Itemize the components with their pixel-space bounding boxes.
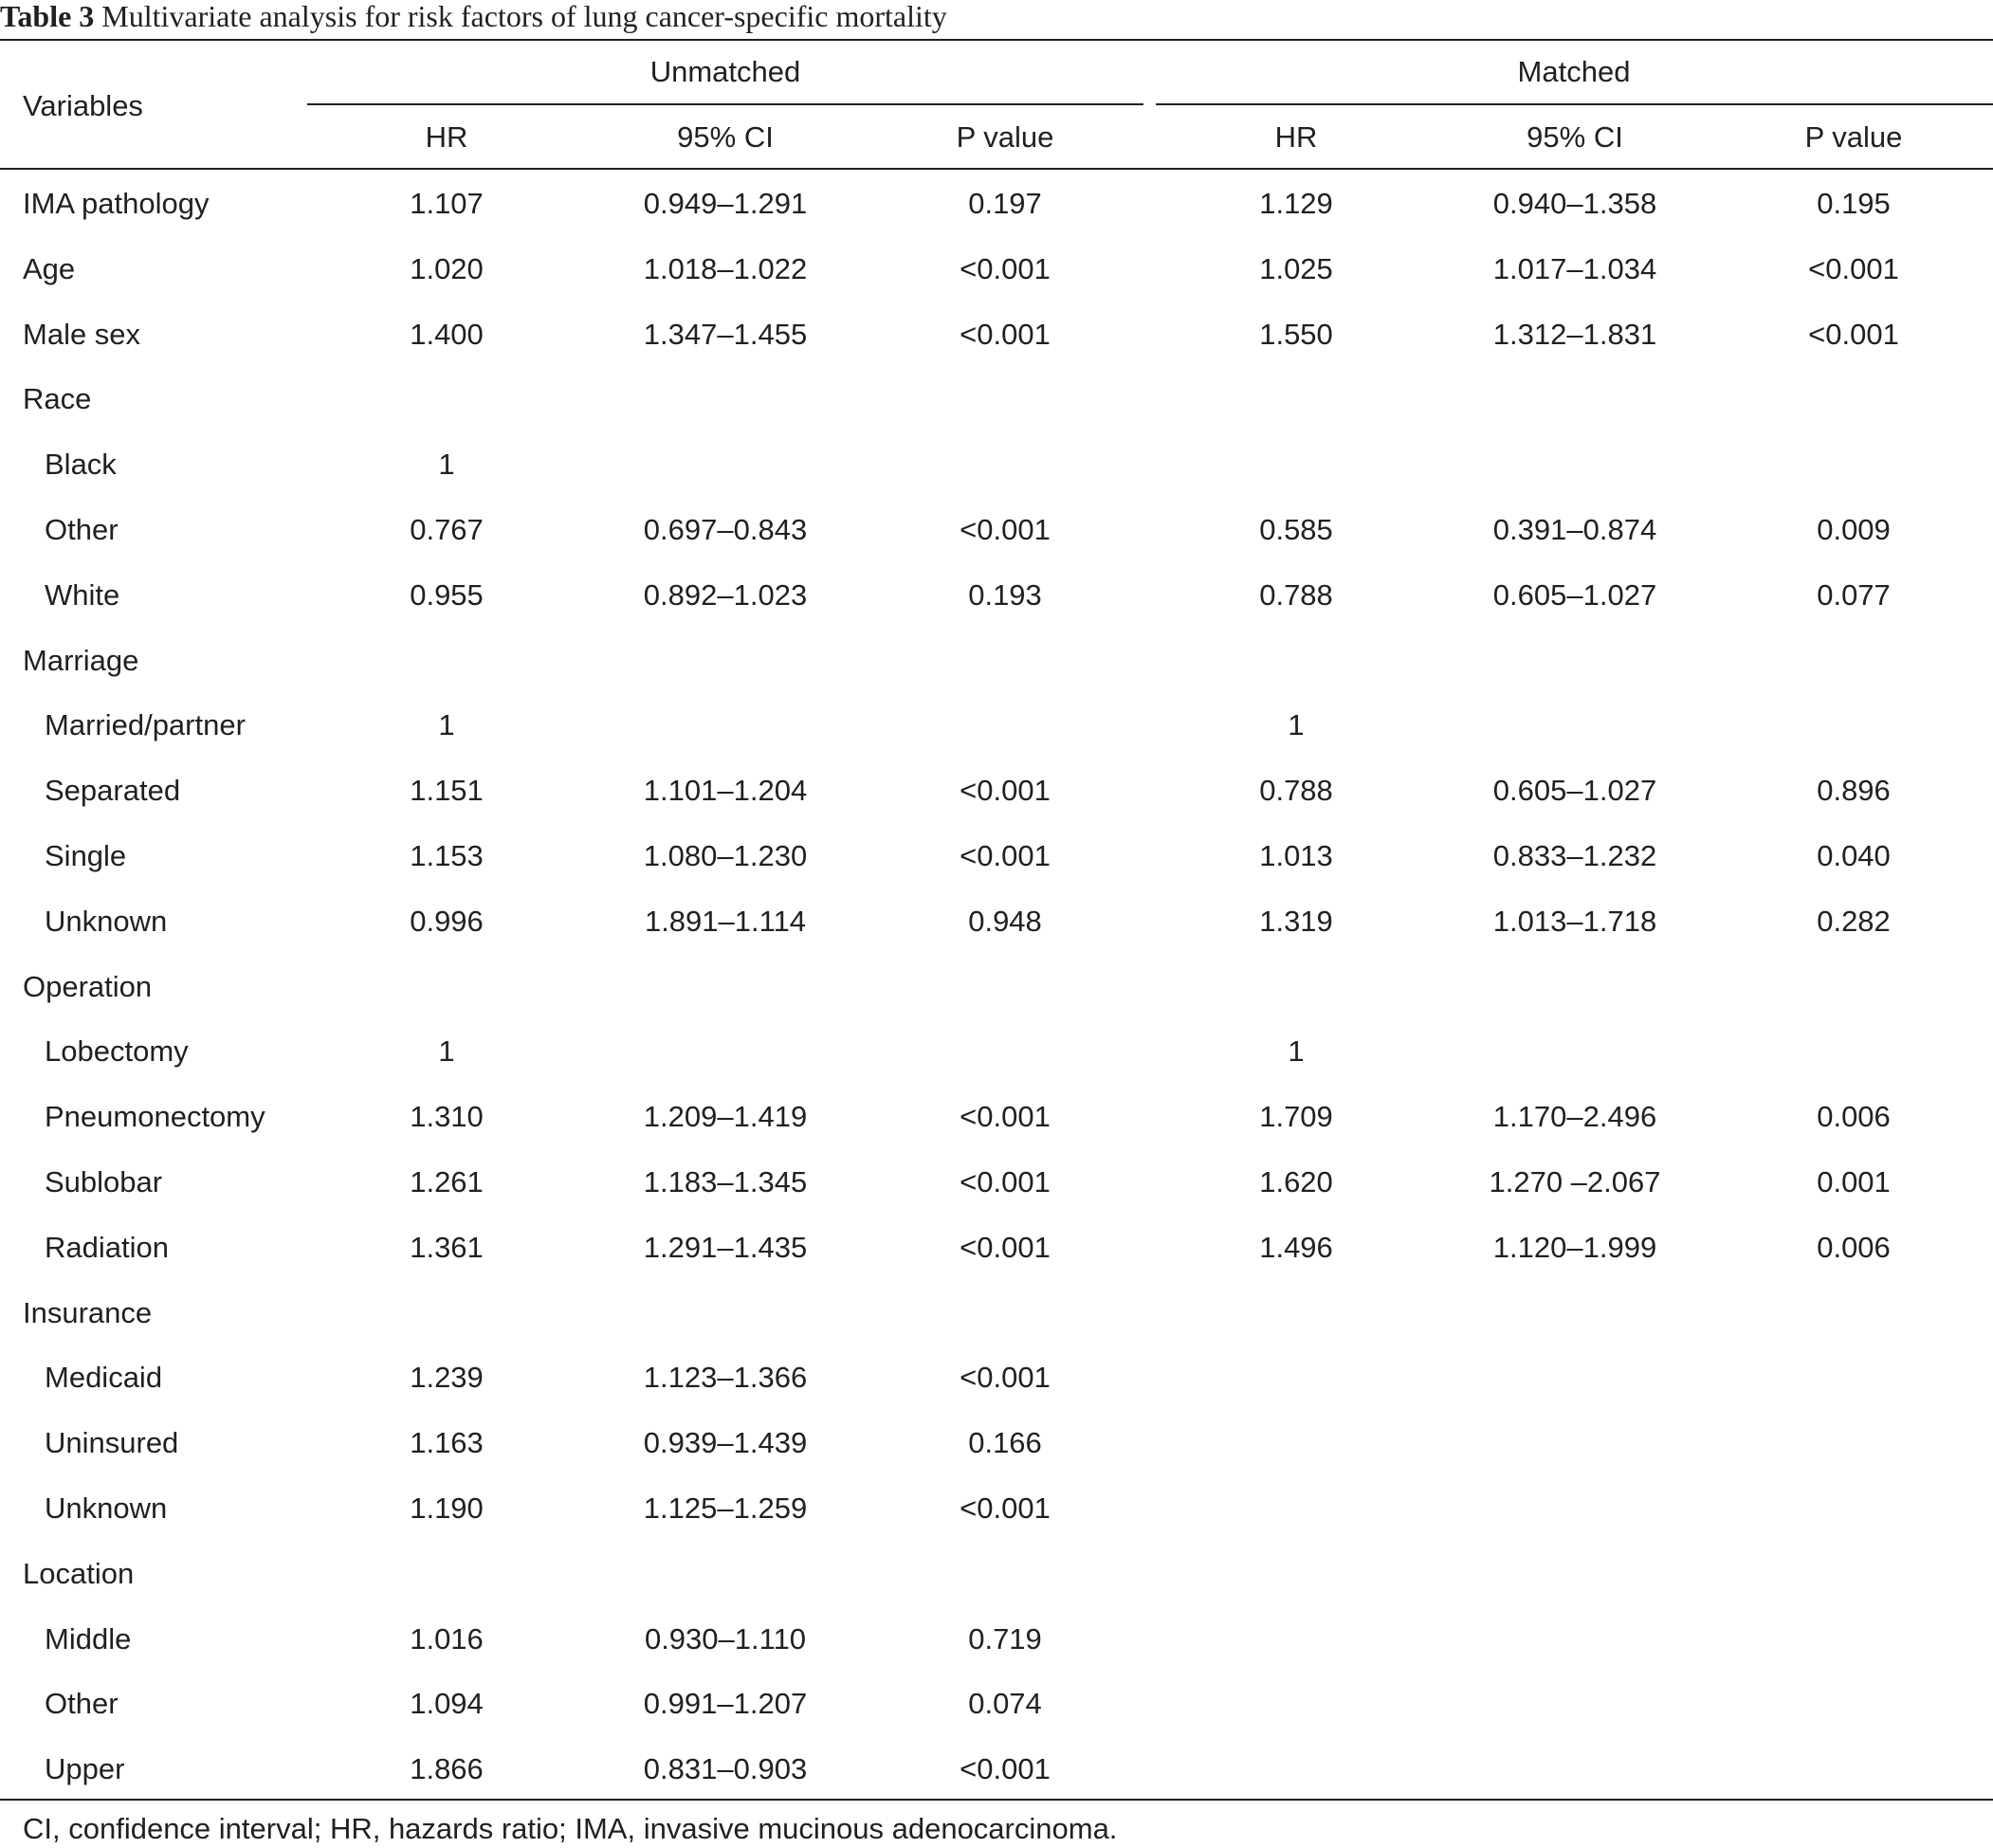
cell-hr-matched: 0.585 bbox=[1259, 512, 1333, 546]
cell-pvalue-matched: <0.001 bbox=[1808, 317, 1899, 351]
row-subvariable-label: Uninsured bbox=[45, 1426, 179, 1460]
table-row bbox=[0, 446, 1993, 511]
table-row bbox=[0, 1750, 1993, 1816]
cell-ci-unmatched: 0.930–1.110 bbox=[644, 1621, 807, 1656]
cell-pvalue-unmatched: 0.193 bbox=[968, 577, 1042, 612]
cell-pvalue-matched: 0.077 bbox=[1817, 577, 1891, 612]
cell-hr-unmatched: 1.016 bbox=[410, 1621, 484, 1656]
cell-hr-matched: 1.129 bbox=[1259, 187, 1333, 220]
cell-hr-matched: 1 bbox=[1288, 708, 1305, 742]
table-row bbox=[0, 1490, 1993, 1555]
row-subvariable-label: Single bbox=[45, 838, 127, 872]
cell-hr-unmatched: 0.996 bbox=[410, 904, 484, 938]
table-row bbox=[0, 968, 1993, 1034]
cell-ci-matched: 1.120–1.999 bbox=[1492, 1230, 1657, 1264]
row-subvariable-label: Pneumonectomy bbox=[45, 1100, 265, 1134]
cell-pvalue-matched: 0.195 bbox=[1817, 187, 1891, 220]
row-variable-label: Insurance bbox=[23, 1295, 153, 1329]
cell-pvalue-unmatched: <0.001 bbox=[960, 1491, 1051, 1525]
cell-pvalue-unmatched: <0.001 bbox=[960, 1752, 1051, 1786]
cell-hr-matched: 1 bbox=[1288, 1034, 1305, 1069]
cell-pvalue-matched: 0.001 bbox=[1817, 1164, 1891, 1198]
table-body bbox=[0, 185, 1993, 1816]
cell-ci-unmatched: 0.949–1.291 bbox=[643, 187, 808, 220]
cell-pvalue-unmatched: <0.001 bbox=[960, 1361, 1051, 1395]
table-caption bbox=[0, 0, 947, 38]
row-variable-label: Race bbox=[23, 382, 92, 416]
row-subvariable-label: Other bbox=[45, 1687, 119, 1721]
cell-ci-matched: 0.833–1.232 bbox=[1492, 838, 1657, 872]
row-variable-label: Marriage bbox=[23, 643, 139, 677]
row-subvariable-label: Unknown bbox=[45, 1491, 168, 1525]
header-pvalue-unmatched: P value bbox=[956, 120, 1054, 154]
cell-ci-unmatched: 0.831–0.903 bbox=[643, 1752, 808, 1786]
cell-ci-unmatched: 1.209–1.419 bbox=[643, 1100, 808, 1134]
header-ci-unmatched: 95% CI bbox=[677, 120, 774, 154]
cell-hr-matched: 1.319 bbox=[1259, 904, 1333, 938]
cell-pvalue-unmatched: 0.719 bbox=[968, 1621, 1042, 1656]
top-rule bbox=[0, 39, 1993, 41]
cell-hr-unmatched: 1.163 bbox=[410, 1426, 484, 1460]
table-row bbox=[0, 1620, 1993, 1686]
row-subvariable-label: Middle bbox=[45, 1621, 132, 1656]
cell-hr-unmatched: 0.767 bbox=[410, 512, 484, 546]
cell-pvalue-unmatched: 0.948 bbox=[968, 904, 1042, 938]
header-hr-unmatched: HR bbox=[425, 120, 468, 154]
cell-hr-unmatched: 1.400 bbox=[410, 317, 484, 351]
cell-ci-matched: 1.270 –2.067 bbox=[1489, 1164, 1661, 1198]
cell-pvalue-unmatched: <0.001 bbox=[960, 838, 1051, 872]
table-row bbox=[0, 380, 1993, 446]
row-subvariable-label: Married/partner bbox=[45, 708, 246, 742]
cell-ci-matched: 1.017–1.034 bbox=[1492, 251, 1657, 285]
cell-hr-unmatched: 1.020 bbox=[410, 251, 484, 285]
cell-pvalue-matched: 0.282 bbox=[1817, 904, 1891, 938]
row-variable-label: Operation bbox=[23, 969, 153, 1003]
table-row bbox=[0, 772, 1993, 837]
table-caption-text: Multivariate analysis for risk factors of lung cancer-specific mortality bbox=[101, 0, 947, 33]
table-row bbox=[0, 185, 1993, 250]
cell-ci-matched: 1.170–2.496 bbox=[1492, 1100, 1657, 1134]
table-row bbox=[0, 1033, 1993, 1098]
cell-ci-unmatched: 1.123–1.366 bbox=[643, 1361, 808, 1395]
cell-pvalue-matched: <0.001 bbox=[1808, 251, 1899, 285]
header-hr-matched: HR bbox=[1274, 120, 1318, 154]
row-subvariable-label: White bbox=[45, 577, 120, 612]
cell-pvalue-matched: 0.009 bbox=[1817, 512, 1891, 546]
cell-ci-unmatched: 1.347–1.455 bbox=[643, 317, 808, 351]
row-variable-label: Male sex bbox=[23, 317, 141, 351]
cell-hr-matched: 1.013 bbox=[1259, 838, 1333, 872]
table-row bbox=[0, 706, 1993, 772]
cell-ci-unmatched: 1.291–1.435 bbox=[643, 1230, 808, 1264]
bottom-rule bbox=[0, 1799, 1993, 1801]
row-variable-label: Location bbox=[23, 1556, 135, 1590]
table-row bbox=[0, 1555, 1993, 1620]
header-variables: Variables bbox=[23, 89, 143, 122]
table-row bbox=[0, 1359, 1993, 1424]
table-row bbox=[0, 511, 1993, 576]
cell-hr-unmatched: 1 bbox=[438, 1034, 455, 1069]
table-row bbox=[0, 1685, 1993, 1750]
table-row bbox=[0, 1163, 1993, 1229]
cell-pvalue-unmatched: 0.166 bbox=[968, 1426, 1042, 1460]
cell-pvalue-unmatched: <0.001 bbox=[960, 251, 1051, 285]
cell-pvalue-matched: 0.006 bbox=[1817, 1230, 1891, 1264]
row-subvariable-label: Upper bbox=[45, 1752, 125, 1786]
row-subvariable-label: Black bbox=[45, 448, 117, 482]
cell-hr-matched: 1.709 bbox=[1259, 1100, 1333, 1134]
cell-ci-matched: 1.312–1.831 bbox=[1492, 317, 1657, 351]
cell-ci-unmatched: 0.939–1.439 bbox=[643, 1426, 808, 1460]
cell-ci-unmatched: 1.183–1.345 bbox=[643, 1164, 808, 1198]
cell-hr-matched: 1.025 bbox=[1259, 251, 1333, 285]
cell-pvalue-unmatched: 0.074 bbox=[968, 1687, 1042, 1721]
cell-ci-unmatched: 1.101–1.204 bbox=[643, 774, 808, 808]
unmatched-span-rule bbox=[307, 103, 1143, 105]
row-subvariable-label: Unknown bbox=[45, 904, 168, 938]
cell-ci-unmatched: 0.991–1.207 bbox=[643, 1687, 808, 1721]
cell-pvalue-unmatched: <0.001 bbox=[960, 512, 1051, 546]
cell-hr-unmatched: 1.866 bbox=[410, 1752, 484, 1786]
cell-hr-unmatched: 1.261 bbox=[410, 1164, 484, 1198]
cell-ci-matched: 0.391–0.874 bbox=[1492, 512, 1657, 546]
cell-ci-unmatched: 1.080–1.230 bbox=[643, 838, 808, 872]
row-subvariable-label: Medicaid bbox=[45, 1361, 163, 1395]
table-row bbox=[0, 1424, 1993, 1490]
cell-hr-unmatched: 1.094 bbox=[410, 1687, 484, 1721]
table-row bbox=[0, 250, 1993, 316]
row-subvariable-label: Radiation bbox=[45, 1230, 169, 1264]
cell-ci-unmatched: 1.891–1.114 bbox=[644, 904, 807, 938]
cell-hr-unmatched: 1 bbox=[438, 448, 455, 482]
matched-span-rule bbox=[1156, 103, 1993, 105]
table-row bbox=[0, 642, 1993, 707]
row-subvariable-label: Sublobar bbox=[45, 1164, 163, 1198]
header-pvalue-matched: P value bbox=[1804, 120, 1903, 154]
cell-ci-matched: 0.605–1.027 bbox=[1492, 774, 1657, 808]
cell-hr-matched: 0.788 bbox=[1259, 774, 1333, 808]
header-group-unmatched: Unmatched bbox=[649, 55, 801, 88]
cell-ci-unmatched: 0.892–1.023 bbox=[643, 577, 808, 612]
cell-pvalue-unmatched: 0.197 bbox=[968, 187, 1042, 220]
cell-pvalue-matched: 0.896 bbox=[1817, 774, 1891, 808]
cell-ci-unmatched: 1.018–1.022 bbox=[643, 251, 808, 285]
cell-pvalue-matched: 0.006 bbox=[1817, 1100, 1891, 1134]
cell-ci-matched: 0.940–1.358 bbox=[1492, 187, 1657, 220]
table-row bbox=[0, 1098, 1993, 1163]
row-subvariable-label: Other bbox=[45, 512, 119, 546]
table-row bbox=[0, 576, 1993, 642]
row-variable-label: IMA pathology bbox=[23, 187, 210, 220]
cell-hr-unmatched: 1.239 bbox=[410, 1361, 484, 1395]
cell-hr-matched: 0.788 bbox=[1259, 577, 1333, 612]
row-subvariable-label: Lobectomy bbox=[45, 1034, 189, 1069]
cell-hr-matched: 1.550 bbox=[1259, 317, 1333, 351]
cell-hr-unmatched: 1.151 bbox=[410, 774, 484, 808]
cell-pvalue-unmatched: <0.001 bbox=[960, 1230, 1051, 1264]
cell-hr-unmatched: 1.190 bbox=[410, 1491, 484, 1525]
cell-pvalue-unmatched: <0.001 bbox=[960, 317, 1051, 351]
cell-hr-unmatched: 0.955 bbox=[410, 577, 484, 612]
cell-hr-matched: 1.496 bbox=[1259, 1230, 1333, 1264]
cell-ci-unmatched: 1.125–1.259 bbox=[643, 1491, 808, 1525]
cell-pvalue-unmatched: <0.001 bbox=[960, 1100, 1051, 1134]
cell-hr-unmatched: 1.107 bbox=[410, 187, 484, 220]
table-caption-label: Table 3 bbox=[0, 0, 95, 33]
cell-hr-unmatched: 1.153 bbox=[410, 838, 484, 872]
row-variable-label: Age bbox=[23, 251, 76, 285]
header-ci-matched: 95% CI bbox=[1527, 120, 1623, 154]
cell-pvalue-unmatched: <0.001 bbox=[960, 1164, 1051, 1198]
cell-pvalue-matched: 0.040 bbox=[1817, 838, 1891, 872]
cell-hr-unmatched: 1.361 bbox=[410, 1230, 484, 1264]
cell-ci-matched: 1.013–1.718 bbox=[1492, 904, 1657, 938]
header-group-matched: Matched bbox=[1517, 55, 1631, 88]
cell-hr-unmatched: 1.310 bbox=[410, 1100, 484, 1134]
row-subvariable-label: Separated bbox=[45, 774, 181, 808]
cell-ci-unmatched: 0.697–0.843 bbox=[643, 512, 808, 546]
table-row bbox=[0, 837, 1993, 903]
table-row bbox=[0, 1294, 1993, 1360]
cell-hr-matched: 1.620 bbox=[1259, 1164, 1333, 1198]
cell-ci-matched: 0.605–1.027 bbox=[1492, 577, 1657, 612]
table-row bbox=[0, 903, 1993, 968]
table-row bbox=[0, 316, 1993, 381]
cell-pvalue-unmatched: <0.001 bbox=[960, 774, 1051, 808]
table-row bbox=[0, 1229, 1993, 1294]
header-rule bbox=[0, 168, 1993, 170]
cell-hr-unmatched: 1 bbox=[438, 708, 455, 742]
table-footnote: CI, confidence interval; HR, hazards ratio; IMA, invasive mucinous adenocarcinoma. bbox=[23, 1812, 1118, 1845]
